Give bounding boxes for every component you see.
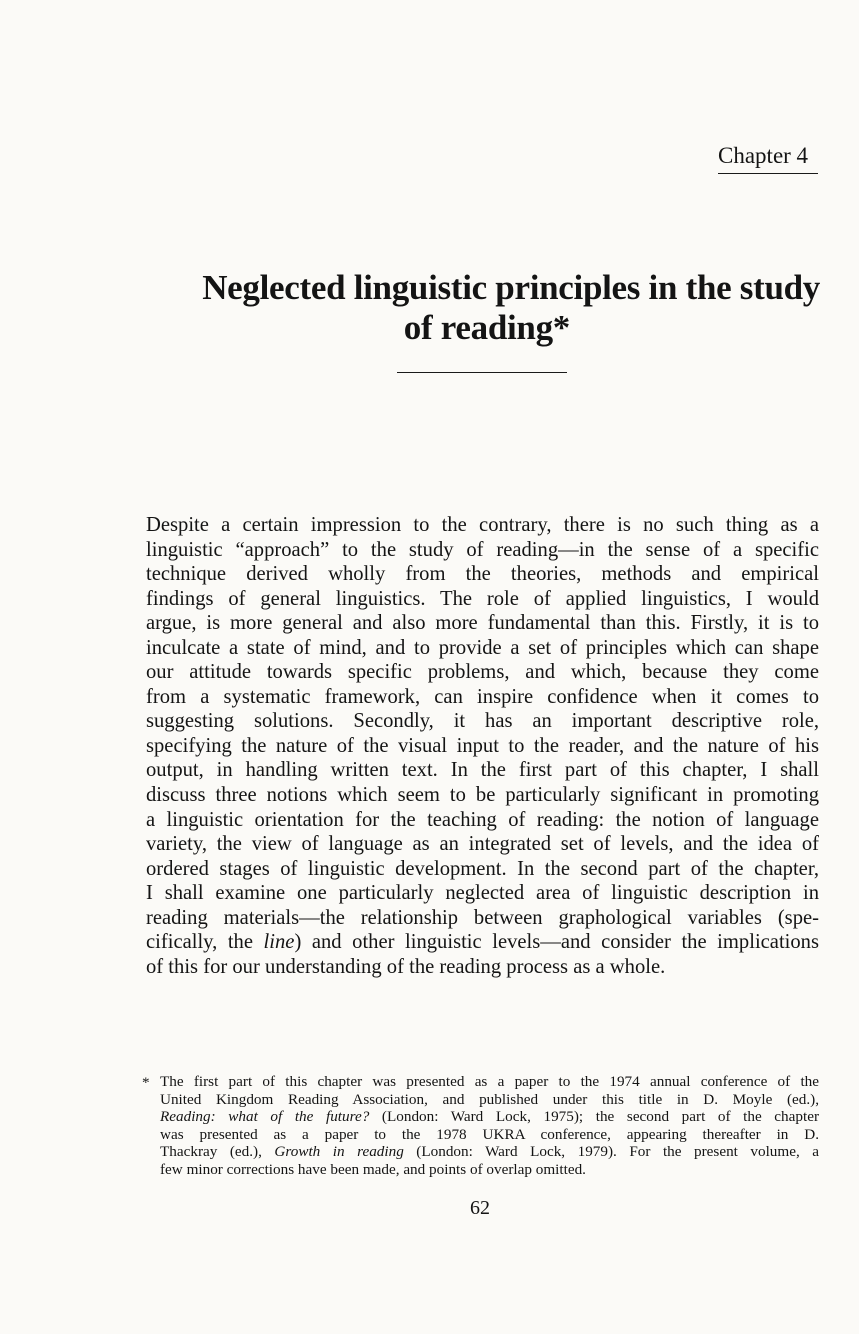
footnote-line: few minor corrections have been made, and points of overlap omitted.	[160, 1160, 586, 1178]
body-line: our attitude towards specific problems, and which, because they come	[146, 661, 819, 684]
body-line: variety, the view of language as an integrated set of levels, and the idea of	[146, 833, 819, 856]
footnote-line: was presented as a paper to the 1978 UKRA conference, appearing thereafter in D.	[160, 1125, 819, 1143]
body-paragraph	[146, 513, 819, 979]
body-line: argue, is more general and also more fundamental than this. Firstly, it is to	[146, 612, 819, 635]
footnote-marker: *	[142, 1074, 150, 1091]
body-line: specifying the nature of the visual input to the reader, and the nature of his	[146, 734, 819, 757]
chapter-label: Chapter 4	[718, 142, 818, 174]
footnote-text-fragment: (London: Ward Lock, 1979). For the present volume, a	[403, 1143, 819, 1161]
body-text-fragment: cifically, the	[146, 931, 264, 954]
footnote-line	[146, 1143, 819, 1161]
chapter-title-line-2: of reading*	[403, 308, 570, 347]
book-title-italic: Growth in reading	[274, 1143, 404, 1161]
footnote-text-fragment: Thackray (ed.),	[160, 1143, 275, 1161]
footnote-line	[146, 1108, 819, 1126]
footnote	[142, 1073, 819, 1179]
body-line: ordered stages of linguistic development. In the second part of the chapter,	[146, 857, 819, 880]
body-line: output, in handling written text. In the first part of this chapter, I shall	[146, 759, 819, 782]
body-line: reading materials—the relationship between graphological variables (spe-	[146, 906, 819, 929]
body-line: technique derived wholly from the theories, methods and empirical	[146, 563, 819, 586]
body-line: suggesting solutions. Secondly, it has an important descriptive role,	[146, 710, 819, 733]
body-line: Despite a certain impression to the contrary, there is no such thing as a	[146, 514, 819, 536]
footnote-line: The first part of this chapter was presented as a paper to the 1974 annual conference of the	[160, 1073, 819, 1090]
chapter-title	[140, 268, 820, 348]
body-line: from a systematic framework, can inspire confidence when it comes to	[146, 685, 819, 708]
page-number: 62	[470, 1197, 490, 1219]
body-line: of this for our understanding of the reading process as a whole.	[146, 955, 666, 978]
body-line-with-italic	[146, 930, 819, 955]
body-line: inculcate a state of mind, and to provide a set of principles which can shape	[146, 636, 819, 659]
body-line: I shall examine one particularly neglected area of linguistic description in	[146, 882, 819, 905]
body-line: a linguistic orientation for the teaching of reading: the notion of language	[146, 808, 819, 831]
body-line: discuss three notions which seem to be particularly significant in promoting	[146, 784, 819, 807]
footnote-line: United Kingdom Reading Association, and published under this title in D. Moyle (ed.),	[160, 1090, 819, 1108]
footnote-text-fragment: (London: Ward Lock, 1975); the second part of the chapter	[369, 1108, 819, 1126]
body-line: linguistic “approach” to the study of reading—in the sense of a specific	[146, 538, 819, 561]
body-text-fragment: ) and other linguistic levels—and consider the implications	[294, 931, 819, 954]
book-title-italic: Reading: what of the future?	[160, 1108, 370, 1126]
title-divider	[397, 372, 567, 373]
chapter-title-line-1: Neglected linguistic principles in the study	[202, 268, 820, 307]
italic-term: line	[263, 931, 295, 954]
body-line: findings of general linguistics. The role of applied linguistics, I would	[146, 587, 819, 610]
